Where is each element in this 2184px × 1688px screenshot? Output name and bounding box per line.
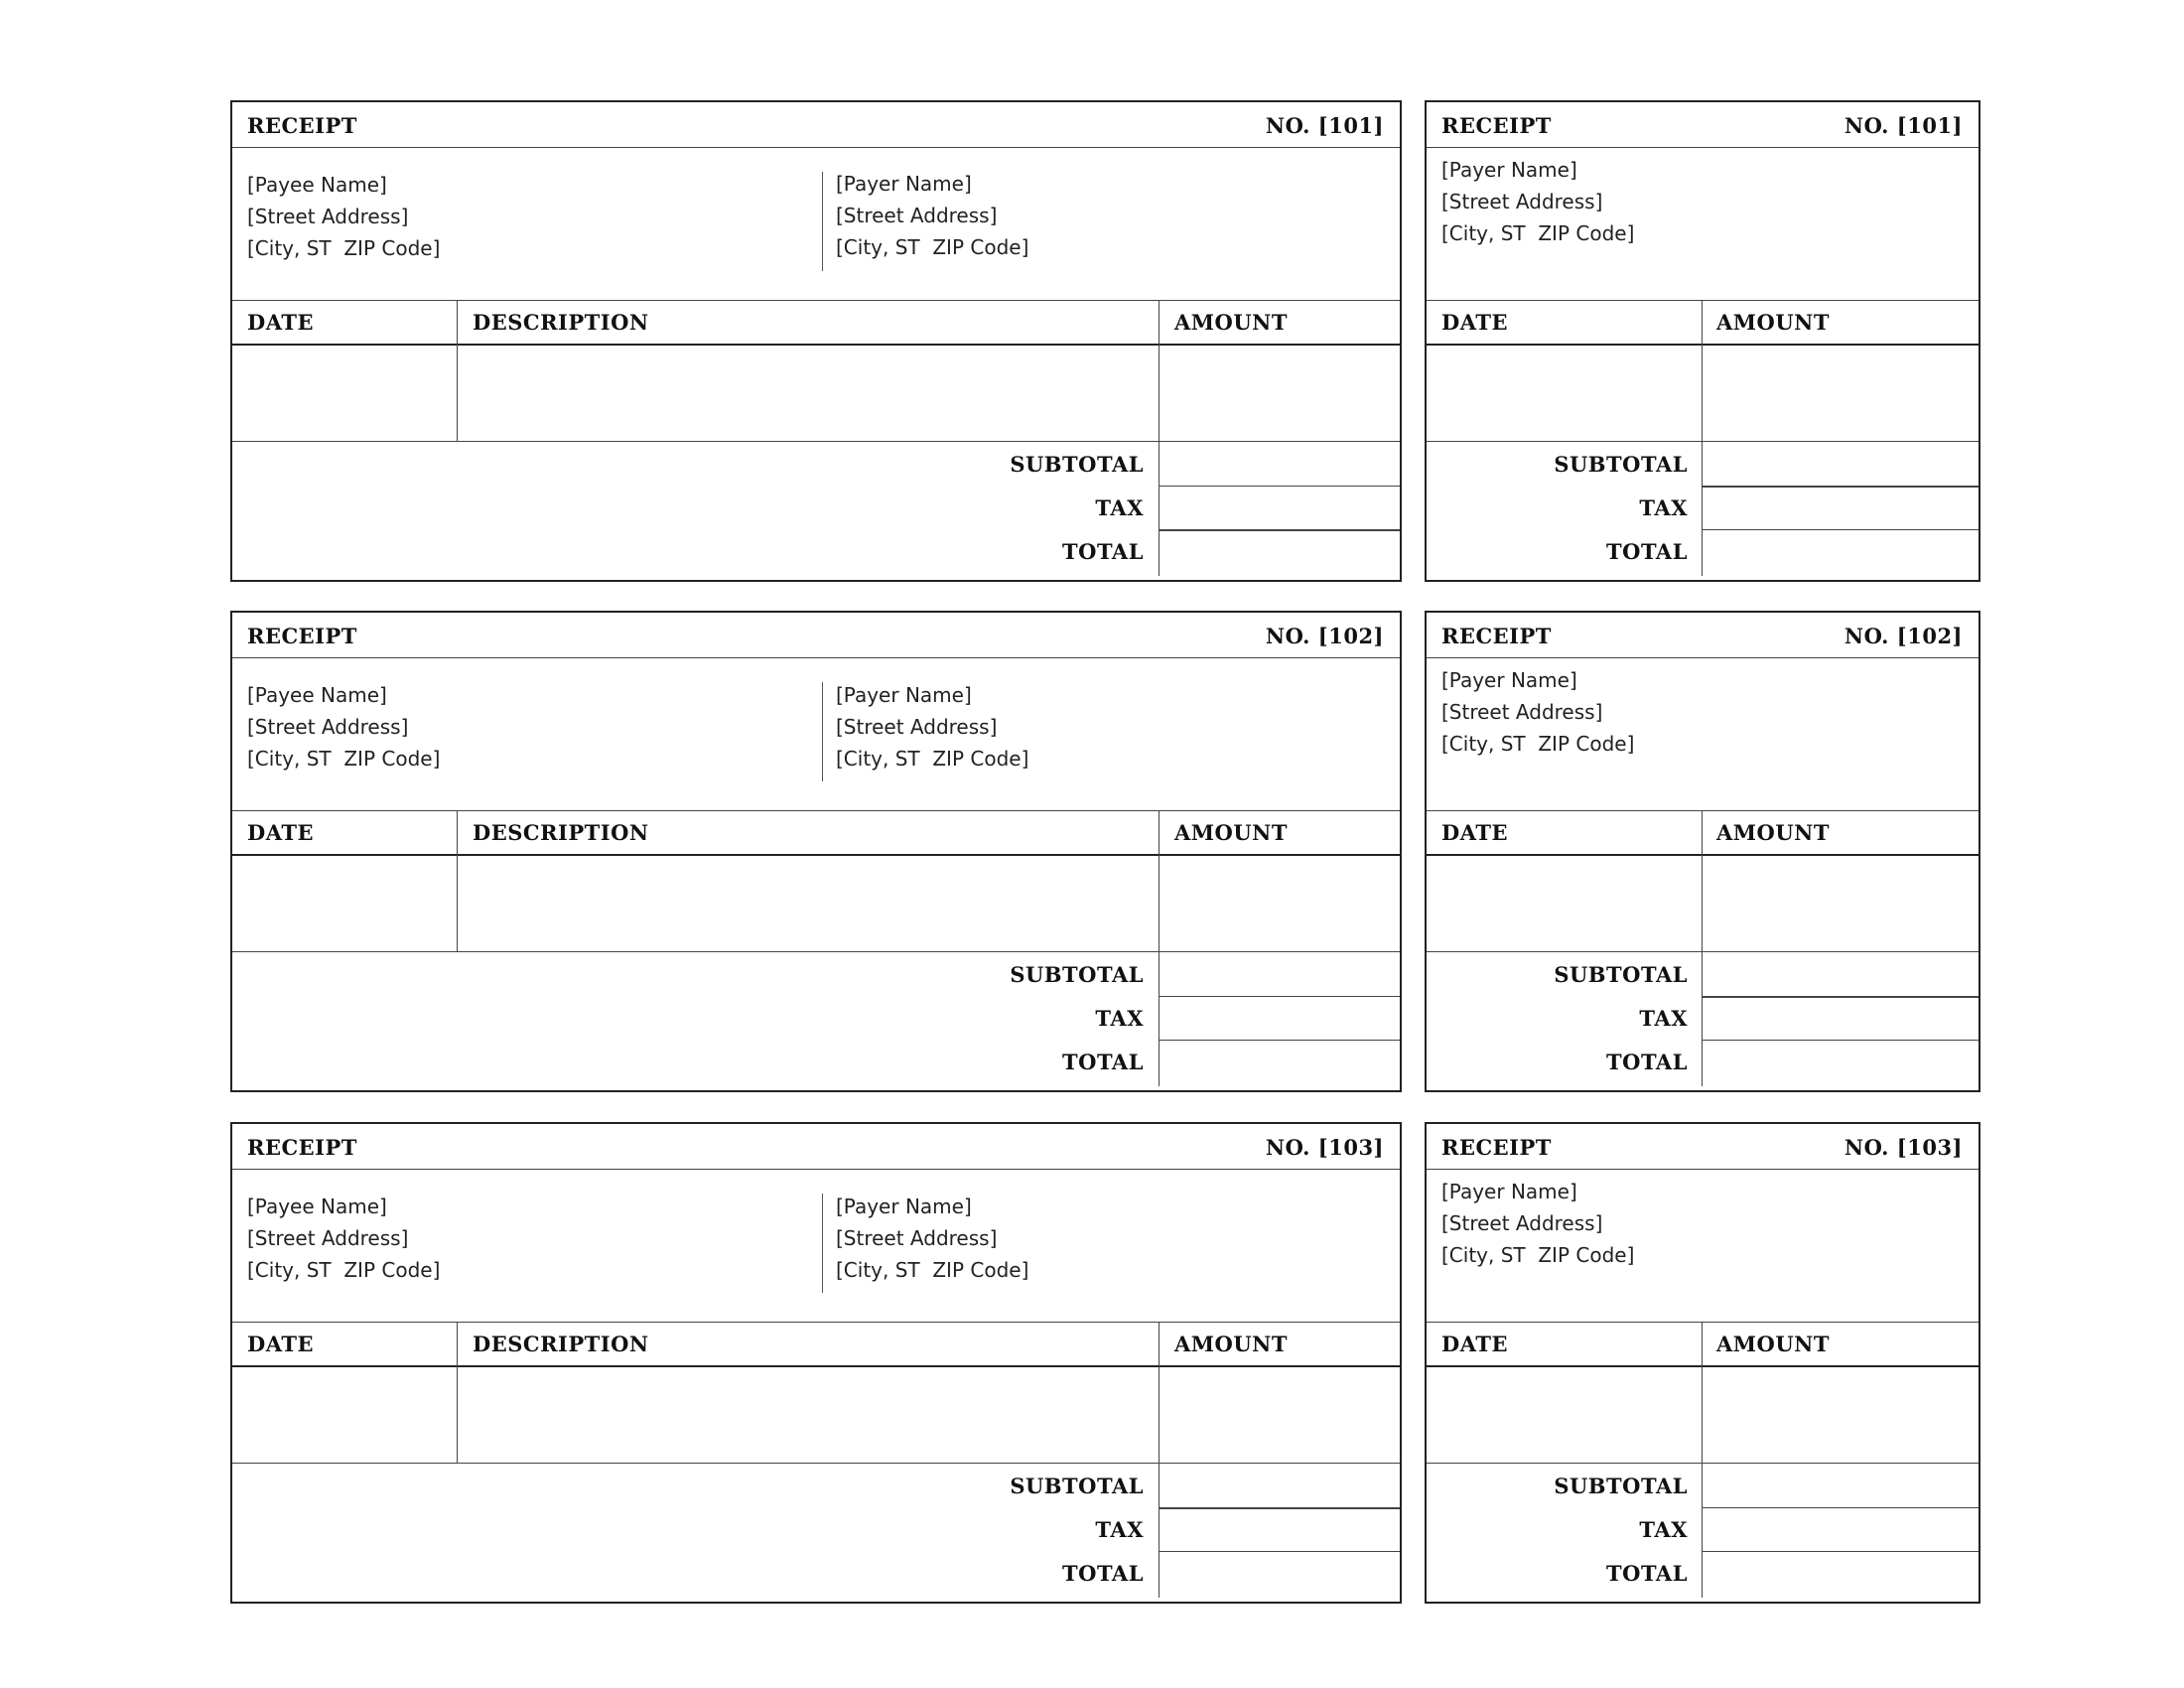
receipt-101-stub — [1425, 100, 1980, 582]
tax-label: TAX — [1639, 1517, 1688, 1542]
column-headers — [232, 300, 1400, 346]
receipt-header — [232, 613, 1400, 658]
subtotal-label: SUBTOTAL — [1554, 962, 1688, 987]
payee-address: [Payee Name] [Street Address] [City, ST ZIP Code] — [247, 683, 441, 771]
tax-label: TAX — [1639, 1006, 1688, 1031]
payer-address: [Payer Name] [Street Address] [City, ST ZIP Code] — [836, 1195, 1029, 1282]
subtotal-label: SUBTOTAL — [1010, 1474, 1144, 1498]
line-item-area[interactable] — [232, 346, 1400, 442]
receipt-header — [1427, 1124, 1979, 1170]
receipt-header — [232, 1124, 1400, 1170]
date-header: DATE — [247, 820, 314, 845]
subtotal-label: SUBTOTAL — [1010, 962, 1144, 987]
line-item-area[interactable] — [1427, 856, 1979, 952]
tax-field[interactable] — [1702, 1551, 1979, 1595]
tax-field[interactable] — [1159, 1040, 1400, 1083]
address-divider — [822, 1194, 823, 1293]
receipt-number: NO. [103] — [1265, 1135, 1384, 1160]
receipt-header — [1427, 613, 1979, 658]
tax-label: TAX — [1639, 495, 1688, 520]
subtotal-field[interactable] — [1159, 1507, 1400, 1551]
receipt-number: NO. [102] — [1843, 624, 1963, 648]
amount-header: AMOUNT — [1174, 820, 1288, 845]
column-headers — [1427, 810, 1979, 856]
receipt-header — [1427, 102, 1979, 148]
receipt-number: NO. [102] — [1265, 624, 1384, 648]
tax-label: TAX — [1095, 1006, 1144, 1031]
column-headers — [1427, 300, 1979, 346]
line-item-area[interactable] — [1427, 346, 1979, 442]
receipt-103-main — [230, 1122, 1402, 1604]
subtotal-field[interactable] — [1702, 1507, 1979, 1551]
payee-address: [Payee Name] [Street Address] [City, ST ZIP Code] — [247, 173, 441, 260]
date-header: DATE — [1441, 820, 1508, 845]
address-divider — [822, 172, 823, 271]
line-item-area[interactable] — [232, 1367, 1400, 1464]
total-label: TOTAL — [1606, 1561, 1688, 1586]
receipt-number: NO. [101] — [1265, 113, 1384, 138]
payee-address: [Payee Name] [Street Address] [City, ST ZIP Code] — [247, 1195, 441, 1282]
tax-field[interactable] — [1159, 529, 1400, 573]
address-divider — [822, 682, 823, 781]
receipt-title: RECEIPT — [247, 113, 357, 138]
payer-address: [Payer Name] [Street Address] [City, ST ZIP Code] — [836, 172, 1029, 259]
tax-field[interactable] — [1159, 1551, 1400, 1595]
amount-header: AMOUNT — [1716, 310, 1830, 335]
tax-field[interactable] — [1702, 529, 1979, 573]
line-item-area[interactable] — [232, 856, 1400, 952]
column-headers — [232, 1322, 1400, 1367]
payer-address: [Payer Name] [Street Address] [City, ST ZIP Code] — [836, 683, 1029, 771]
date-header: DATE — [1441, 310, 1508, 335]
receipt-number: NO. [103] — [1843, 1135, 1963, 1160]
total-label: TOTAL — [1062, 1561, 1144, 1586]
payer-address: [Payer Name] [Street Address] [City, ST ZIP Code] — [1441, 1180, 1635, 1267]
receipt-102-main — [230, 611, 1402, 1092]
total-label: TOTAL — [1062, 539, 1144, 564]
subtotal-label: SUBTOTAL — [1554, 452, 1688, 477]
subtotal-field[interactable] — [1702, 486, 1979, 529]
column-headers — [1427, 1322, 1979, 1367]
description-header: DESCRIPTION — [473, 310, 649, 335]
total-label: TOTAL — [1606, 1050, 1688, 1074]
tax-field[interactable] — [1702, 1040, 1979, 1083]
payer-address: [Payer Name] [Street Address] [City, ST ZIP Code] — [1441, 158, 1635, 245]
tax-label: TAX — [1095, 1517, 1144, 1542]
receipt-101-main — [230, 100, 1402, 582]
receipt-title: RECEIPT — [1441, 624, 1552, 648]
receipt-title: RECEIPT — [1441, 113, 1552, 138]
receipt-title: RECEIPT — [1441, 1135, 1552, 1160]
subtotal-field[interactable] — [1702, 996, 1979, 1040]
amount-header: AMOUNT — [1174, 1332, 1288, 1356]
receipt-103-stub — [1425, 1122, 1980, 1604]
payer-address: [Payer Name] [Street Address] [City, ST ZIP Code] — [1441, 668, 1635, 756]
date-header: DATE — [247, 310, 314, 335]
receipt-header — [232, 102, 1400, 148]
subtotal-field[interactable] — [1159, 486, 1400, 529]
subtotal-field[interactable] — [1159, 996, 1400, 1040]
amount-header: AMOUNT — [1716, 1332, 1830, 1356]
description-header: DESCRIPTION — [473, 1332, 649, 1356]
line-item-area[interactable] — [1427, 1367, 1979, 1464]
date-header: DATE — [1441, 1332, 1508, 1356]
receipt-title: RECEIPT — [247, 1135, 357, 1160]
receipt-number: NO. [101] — [1843, 113, 1963, 138]
column-headers — [232, 810, 1400, 856]
receipt-title: RECEIPT — [247, 624, 357, 648]
tax-label: TAX — [1095, 495, 1144, 520]
subtotal-label: SUBTOTAL — [1554, 1474, 1688, 1498]
amount-header: AMOUNT — [1716, 820, 1830, 845]
receipt-102-stub — [1425, 611, 1980, 1092]
amount-header: AMOUNT — [1174, 310, 1288, 335]
total-label: TOTAL — [1062, 1050, 1144, 1074]
description-header: DESCRIPTION — [473, 820, 649, 845]
subtotal-label: SUBTOTAL — [1010, 452, 1144, 477]
total-label: TOTAL — [1606, 539, 1688, 564]
date-header: DATE — [247, 1332, 314, 1356]
